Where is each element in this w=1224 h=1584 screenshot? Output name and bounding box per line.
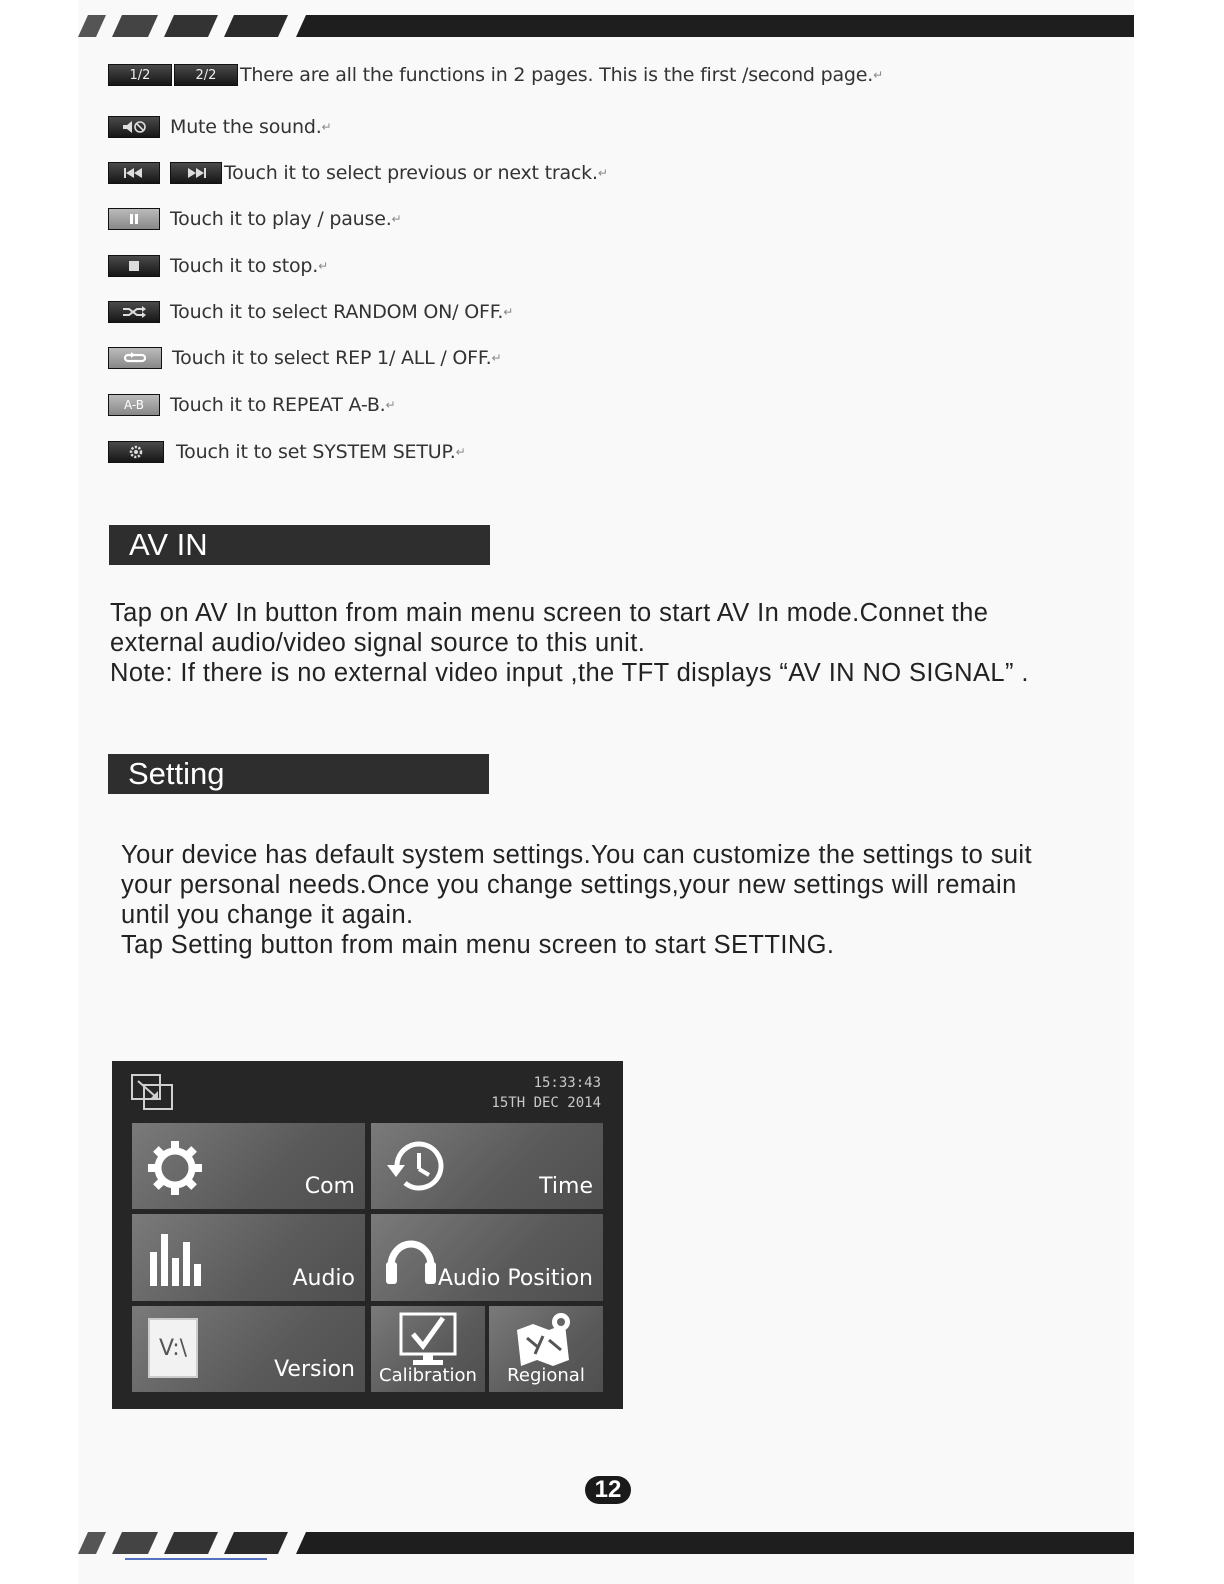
next-track-icon <box>170 162 222 184</box>
return-mark: ↵ <box>318 259 329 273</box>
return-mark: ↵ <box>385 398 396 412</box>
gear-icon <box>108 441 164 463</box>
item-text: Mute the sound. <box>170 116 322 138</box>
exit-icon[interactable] <box>130 1073 176 1115</box>
clock-display <box>491 1073 601 1113</box>
item-text: Touch it to stop. <box>170 255 319 277</box>
setting-heading: Setting <box>108 754 489 794</box>
item-text: Touch it to select REP 1/ ALL / OFF. <box>172 347 492 369</box>
audio-tile[interactable] <box>132 1214 365 1301</box>
page-1-button: 1/2 <box>108 64 172 86</box>
item-text: Touch it to set SYSTEM SETUP. <box>176 441 456 463</box>
av-in-heading: AV IN <box>109 525 490 565</box>
list-item <box>108 114 332 140</box>
time-label: Time <box>539 1174 593 1199</box>
time-tile[interactable] <box>371 1123 603 1209</box>
list-item <box>108 439 466 465</box>
settings-menu-screenshot <box>112 1061 623 1409</box>
return-mark: ↵ <box>597 166 608 180</box>
list-item <box>108 392 396 418</box>
return-mark: ↵ <box>455 445 466 459</box>
clock-time: 15:33:43 <box>533 1075 601 1091</box>
clock-history-icon <box>385 1139 445 1195</box>
clock-date: 15TH DEC 2014 <box>491 1095 601 1111</box>
setting-line: until you change it again. <box>121 901 414 929</box>
setting-line: Tap Setting button from main menu screen to start SETTING. <box>121 931 835 959</box>
return-mark: ↵ <box>873 68 884 82</box>
audio-label: Audio <box>292 1266 355 1291</box>
list-item <box>108 253 328 279</box>
com-tile[interactable] <box>132 1123 365 1209</box>
av-in-line: external audio/video signal source to this unit. <box>110 629 646 657</box>
item-text: Touch it to select previous or next track. <box>224 162 598 184</box>
repeat-ab-icon: A-B <box>108 394 160 416</box>
version-tile[interactable] <box>132 1306 365 1392</box>
previous-track-icon <box>108 162 160 184</box>
mute-icon <box>108 116 160 138</box>
version-icon: V:\ <box>148 1318 198 1378</box>
audio-position-tile[interactable] <box>371 1214 603 1301</box>
equalizer-icon <box>148 1232 208 1286</box>
setting-paragraph <box>121 840 1032 960</box>
calibration-tile[interactable] <box>371 1306 485 1392</box>
return-mark: ↵ <box>503 305 514 319</box>
av-in-note: Note: If there is no external video input ,the TFT displays “AV IN NO SIGNAL” . <box>110 659 1029 687</box>
page-number: 12 <box>585 1476 631 1504</box>
regional-label: Regional <box>507 1365 585 1386</box>
item-text: Touch it to REPEAT A-B. <box>170 394 386 416</box>
setting-line: your personal needs.Once you change settings,your new settings will remain <box>121 871 1017 899</box>
page-2-button: 2/2 <box>174 64 238 86</box>
gear-icon <box>146 1139 204 1197</box>
list-item <box>108 206 402 232</box>
regional-tile[interactable] <box>489 1306 603 1392</box>
setting-line: Your device has default system settings.You can customize the settings to suit <box>121 841 1032 869</box>
headphones-icon <box>383 1226 439 1288</box>
audio-position-label: Audio Position <box>437 1266 593 1291</box>
av-in-paragraph <box>110 598 1029 688</box>
item-text: Touch it to play / pause. <box>170 208 392 230</box>
version-label: Version <box>274 1357 355 1382</box>
return-mark: ↵ <box>491 351 502 365</box>
stop-icon <box>108 255 160 277</box>
bottom-decorative-bar <box>78 1532 1134 1554</box>
item-text: Touch it to select RANDOM ON/ OFF. <box>170 301 504 323</box>
return-mark: ↵ <box>321 120 332 134</box>
bottom-underline <box>125 1558 267 1560</box>
calibration-label: Calibration <box>379 1365 477 1386</box>
return-mark: ↵ <box>391 212 402 226</box>
av-in-line: Tap on AV In button from main menu screen to start AV In mode.Connet the <box>110 599 989 627</box>
calibration-monitor-icon <box>397 1312 459 1368</box>
list-item <box>108 62 883 88</box>
map-pin-icon <box>513 1310 577 1368</box>
com-label: Com <box>304 1174 355 1199</box>
list-item <box>108 299 513 325</box>
random-icon <box>108 301 160 323</box>
play-pause-icon <box>108 208 160 230</box>
item-text: There are all the functions in 2 pages. This is the first /second page. <box>240 64 874 86</box>
top-decorative-bar <box>78 15 1134 37</box>
repeat-icon <box>108 347 162 369</box>
list-item <box>108 345 502 371</box>
list-item <box>108 160 608 186</box>
